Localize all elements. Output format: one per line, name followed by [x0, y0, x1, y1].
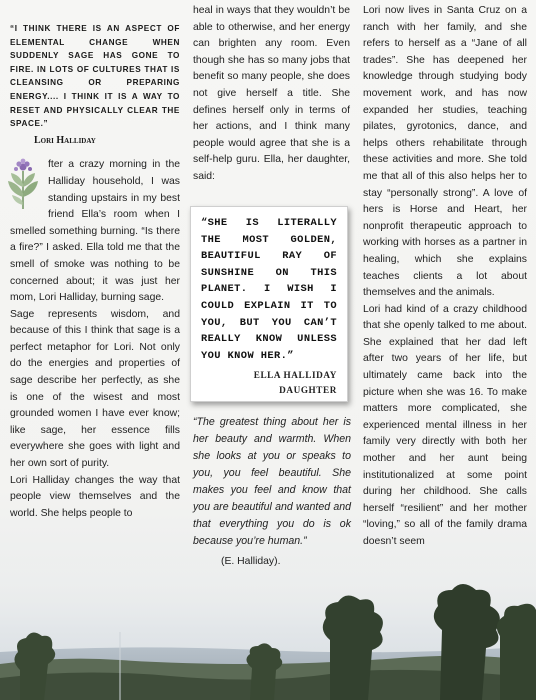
pull-quote-text: “SHE IS LITERALLY THE MOST GOLDEN, BEAUTIFUL RAY OF SUNSHINE ON THIS PLANET. I WISH I COULD EXPLAIN IT TO YOU, BUT YOU CAN’T REALLY KNOW UNLESS YOU KNOW HER.” — [201, 217, 337, 362]
paragraph-santa-cruz: Lori now lives in Santa Cruz on a ranch with her family, and she refers to herself as a “Jane of all trades”. She has deepened her knowledge through studying body movement work, and has now expanded her studies, teaching pilates, gyrotonics, dance, and helps others rehabilitate through these activities and more. She told me that all of this also helps her to stay “personally strong”. A love of hers is Horse and Heart, her nonprofit therapeutic approach to working with horses as a partner in healing, which she explains teaches clients a lot about themselves and the animals. — [363, 5, 527, 299]
pull-quote-box — [190, 206, 348, 402]
paragraph-heal: heal in ways that they wouldn’t be able to otherwise, and her energy can brighten any room. Even though she has so many jobs that benefit so many people, she does not give herself a title. She defines herself only in terms of her actions, and I think many people would agree that she is a self-help guru. Ella, her daughter, said: — [193, 5, 350, 182]
pull-quote-attribution — [201, 368, 337, 398]
intro-paragraph: fter a crazy morning in the Halliday household, I was standing upstairs in my best friend Ella’s room when I smelled something burning. “Is there a fire?” I asked. Ella told me that the smell of smoke was nothing to be concerned about; it was just her mom, Lori Halliday, burning sage. — [10, 159, 180, 304]
sage-quote: “I THINK THERE IS AN ASPECT OF ELEMENTAL CHANGE WHEN SUDDENLY SAGE HAS GONE TO FIRE. IN LOTS OF CULTURES THAT IS CLEANSING OR PREPARING ENERGY.... I THINK IT IS A WAY TO RESET AND PHYSICALLY CLEAR THE SPACE.” — [10, 24, 180, 129]
italic-quote-attribution: (E. Halliday). — [221, 556, 281, 567]
landscape-photo — [0, 560, 536, 700]
sage-quote-attribution: Lori Halliday — [34, 134, 96, 146]
column-3 — [363, 3, 527, 551]
paragraph-sage-wisdom: Sage represents wisdom, and because of this I think that sage is a perfect metaphor for Lori. Not only do the energies and properties of sage describe her perfectly, as she is one of the wisest and most grounded women I have ever know; like sage, her essence fills everywhere she goes with light and her own sort of purity. — [10, 308, 180, 470]
pull-quote-role: DAUGHTER — [279, 385, 337, 396]
intro-paragraph-wrap — [10, 157, 180, 306]
sage-sprig-icon — [2, 157, 44, 209]
column-2 — [193, 3, 350, 186]
pull-quote-name: ELLA HALLIDAY — [253, 370, 337, 381]
paragraph-childhood: Lori had kind of a crazy childhood that she openly talked to me about. She explained that her dad left after two years of her life, but ultimately came back into the picture when she was 16. To make matters more complicated, she experienced mental illness in her family very directly with both her mother and her aunt being institutionalized at some point during her childhood. She calls herself “resilient” and her mother “loving,” so all of the family drama doesn’t seem — [363, 303, 527, 547]
paragraph-lori-changes: Lori Halliday changes the way that people view themselves and the world. She helps people to — [10, 474, 180, 519]
column-1 — [10, 22, 180, 522]
italic-quote: “The greatest thing about her is her beauty and warmth. When she looks at you or speaks to you, you feel beautiful. She makes you feel and know that you are beautiful and wanted and that everything you do is ok because you’re human.” — [193, 416, 351, 547]
